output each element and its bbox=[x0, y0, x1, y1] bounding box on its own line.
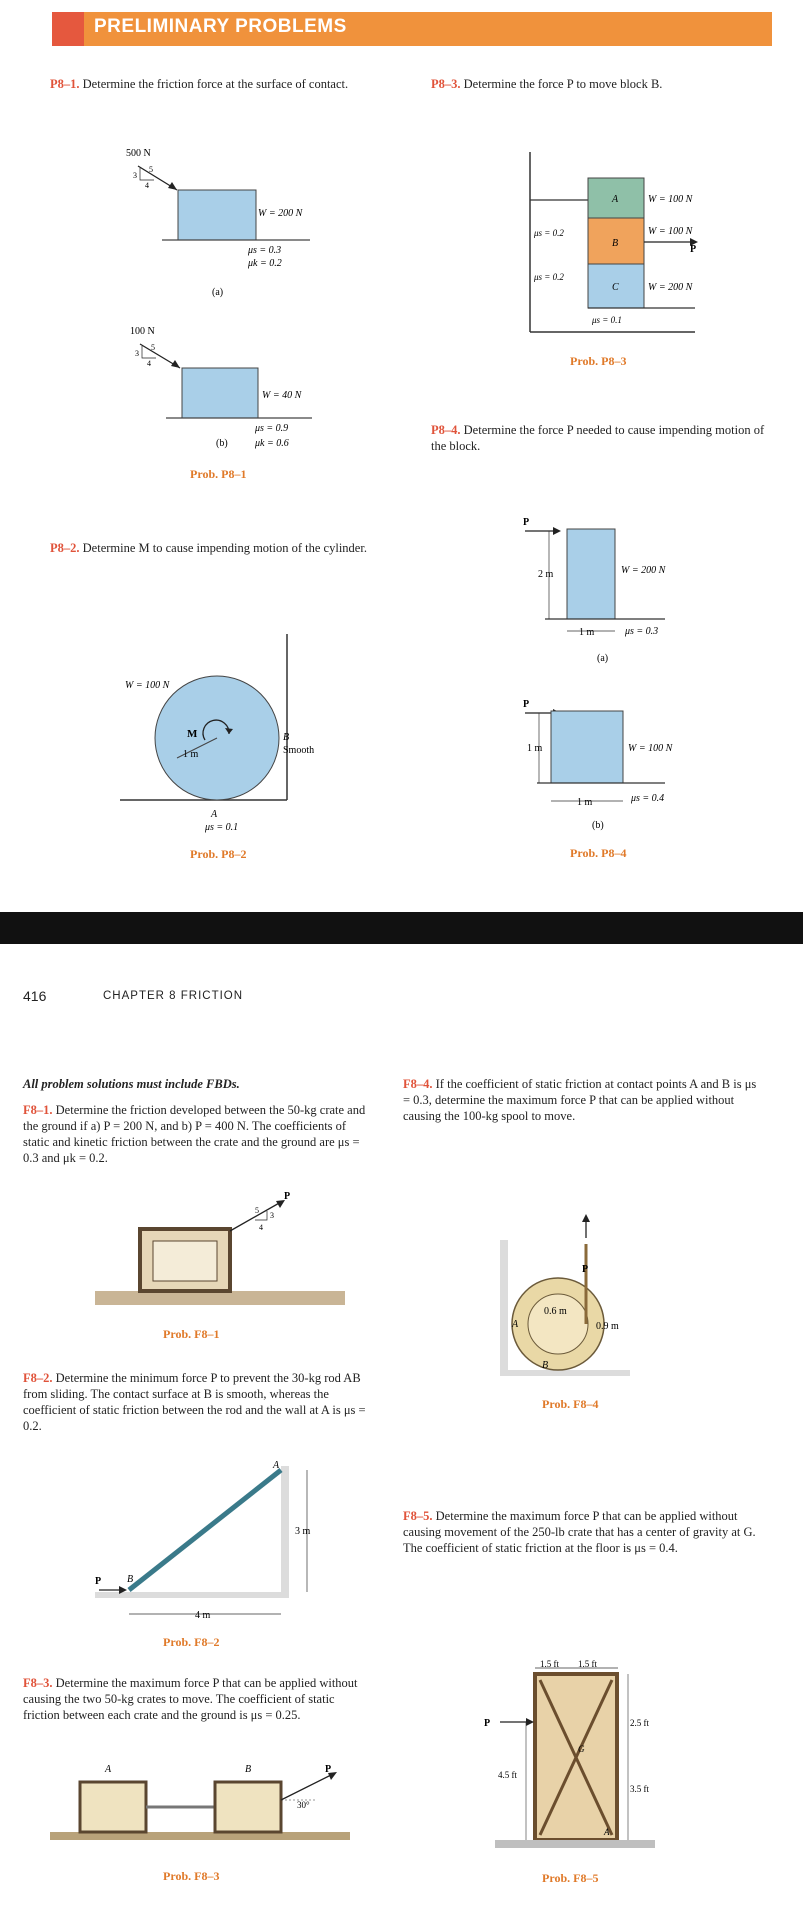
problem-number: F8–1. bbox=[23, 1103, 53, 1117]
sub-label: (a) bbox=[212, 287, 224, 298]
tri-4: 4 bbox=[145, 181, 149, 190]
problem-number: F8–2. bbox=[23, 1371, 53, 1385]
force-p-label: P bbox=[284, 1191, 291, 1202]
figure-f8-1 bbox=[95, 1185, 345, 1345]
problem-f8-2 bbox=[23, 1370, 371, 1434]
weight-label: W = 100 N bbox=[125, 680, 170, 691]
sub-label: (a) bbox=[597, 653, 609, 664]
width-1: 1.5 ft bbox=[540, 1660, 559, 1669]
problem-p8-2 bbox=[50, 540, 395, 556]
problem-f8-4 bbox=[403, 1076, 763, 1124]
block-a bbox=[567, 529, 615, 619]
point-a: A bbox=[604, 1827, 610, 1837]
problem-number: P8–3. bbox=[431, 77, 461, 91]
crate-b bbox=[215, 1782, 281, 1832]
figure-f8-4 bbox=[490, 1210, 690, 1420]
problem-text: Determine the friction force at the surface of contact. bbox=[82, 77, 349, 91]
figure-f8-2 bbox=[85, 1458, 355, 1653]
floor bbox=[495, 1840, 655, 1848]
weight-label: W = 100 N bbox=[628, 743, 673, 754]
problem-number: P8–4. bbox=[431, 423, 461, 437]
sub-label: (b) bbox=[216, 438, 228, 449]
banner-tab bbox=[52, 12, 84, 46]
figure-caption: Prob. P8–3 bbox=[570, 354, 627, 368]
arrowhead bbox=[168, 182, 177, 190]
crate-panel bbox=[153, 1241, 217, 1281]
arrowhead bbox=[553, 527, 561, 535]
problem-text: Determine M to cause impending motion of the cylinder. bbox=[82, 541, 367, 555]
block-label-c: C bbox=[612, 282, 619, 293]
figure-caption: Prob. F8–5 bbox=[542, 1871, 599, 1885]
figure-caption: Prob. F8–3 bbox=[163, 1869, 220, 1883]
tri-5: 5 bbox=[255, 1206, 259, 1215]
point-a: A bbox=[512, 1319, 519, 1330]
figure-p8-4 bbox=[515, 515, 725, 860]
tri-5: 5 bbox=[151, 343, 155, 352]
block-a bbox=[178, 190, 256, 240]
block-label-a: A bbox=[612, 194, 619, 205]
figure-caption: Prob. F8–2 bbox=[163, 1635, 220, 1649]
height-label: 3 m bbox=[295, 1526, 311, 1537]
height-p: 4.5 ft bbox=[498, 1770, 517, 1780]
figure-caption: Prob. F8–1 bbox=[163, 1327, 220, 1341]
spool-inner bbox=[528, 1294, 588, 1354]
page-number: 416 bbox=[23, 988, 47, 1004]
problem-text: If the coefficient of static friction at contact points A and B is μs = 0.3, determine the maximum force P that can be applied without causing the 100-kg spool to move. bbox=[403, 1077, 757, 1123]
problem-text: Determine the friction developed between the 50-kg crate and the ground if a) P = 200 N, and b) P = 400 N. The coefficients of static and kinetic friction between the crate and the ground are μs = 0.3 and μk = 0.2. bbox=[23, 1103, 366, 1165]
weight-a: W = 100 N bbox=[648, 194, 693, 205]
tri-5: 5 bbox=[149, 165, 153, 174]
block-b bbox=[551, 711, 623, 783]
tri-3: 3 bbox=[133, 171, 137, 180]
wall bbox=[500, 1240, 508, 1376]
force-p-label: P bbox=[582, 1264, 589, 1275]
muk-label: μk = 0.6 bbox=[255, 438, 289, 449]
problem-f8-5 bbox=[403, 1508, 763, 1556]
problem-text: Determine the force P needed to cause impending motion of the block. bbox=[431, 423, 765, 453]
arrowhead bbox=[582, 1214, 590, 1222]
figure-f8-3 bbox=[45, 1760, 365, 1885]
arrowhead bbox=[171, 360, 180, 368]
weight-c: W = 200 N bbox=[648, 282, 693, 293]
mu-1: μs = 0.2 bbox=[534, 228, 564, 238]
crate-a bbox=[80, 1782, 146, 1832]
page-separator bbox=[0, 912, 803, 944]
problem-number: F8–5. bbox=[403, 1509, 433, 1523]
problem-text: Determine the force P to move block B. bbox=[463, 77, 663, 91]
smooth-label: Smooth bbox=[283, 745, 315, 756]
muk-label: μk = 0.2 bbox=[248, 258, 282, 269]
rod-ab bbox=[129, 1470, 281, 1590]
angle-label: 30° bbox=[297, 1800, 310, 1810]
tri-3: 3 bbox=[270, 1211, 274, 1220]
tri-3: 3 bbox=[135, 349, 139, 358]
label-b: B bbox=[245, 1764, 252, 1775]
point-a: A bbox=[273, 1460, 280, 1471]
instruction: All problem solutions must include FBDs. bbox=[23, 1077, 240, 1091]
arrowhead bbox=[526, 1718, 534, 1726]
force-p-arrow bbox=[281, 1775, 331, 1800]
floor bbox=[95, 1592, 289, 1598]
force-label: 500 N bbox=[126, 148, 151, 159]
point-b: B bbox=[542, 1360, 549, 1371]
problem-p8-1 bbox=[50, 76, 410, 92]
figure-caption: Prob. F8–4 bbox=[542, 1397, 599, 1411]
moment-label: M bbox=[187, 728, 198, 740]
weight-b: W = 100 N bbox=[648, 226, 693, 237]
banner-title: PRELIMINARY PROBLEMS bbox=[94, 16, 347, 37]
height-label: 2 m bbox=[538, 569, 554, 580]
problem-text: Determine the minimum force P to prevent the 30-kg rod AB from sliding. The contact surface at B is smooth, whereas the coefficient of static friction between the rod and the wall at A is μs = 0.2. bbox=[23, 1371, 366, 1433]
force-p-label: P bbox=[523, 699, 530, 710]
ground bbox=[95, 1291, 345, 1305]
radius-label: 1 m bbox=[183, 749, 199, 760]
force-p-label: P bbox=[523, 517, 530, 528]
width-2: 1.5 ft bbox=[578, 1660, 597, 1669]
mu-2: μs = 0.2 bbox=[534, 272, 564, 282]
sub-label: (b) bbox=[592, 820, 604, 831]
block-b bbox=[182, 368, 258, 418]
problem-number: F8–4. bbox=[403, 1077, 433, 1091]
mus-label: μs = 0.4 bbox=[631, 793, 665, 804]
problem-f8-3 bbox=[23, 1675, 371, 1723]
section-banner bbox=[52, 12, 772, 46]
height-label: 1 m bbox=[527, 743, 543, 754]
wall bbox=[281, 1466, 289, 1598]
problem-f8-1 bbox=[23, 1102, 371, 1166]
figure-caption: Prob. P8–1 bbox=[190, 467, 247, 481]
center-of-gravity: G bbox=[578, 1744, 585, 1754]
problem-text: Determine the maximum force P that can be applied without causing the two 50-kg crates to move. The coefficient of static friction between each crate and the ground is μs = 0.25. bbox=[23, 1676, 358, 1722]
force-p-label: P bbox=[95, 1576, 102, 1587]
problem-p8-3 bbox=[431, 76, 771, 92]
weight-label: W = 200 N bbox=[258, 208, 303, 219]
problem-text: Determine the maximum force P that can be applied without causing movement of the 250-lb crate that has a center of gravity at G. The coefficient of static friction at the floor is μs = 0.4. bbox=[403, 1509, 756, 1555]
problem-number: P8–1. bbox=[50, 77, 80, 91]
weight-label: W = 200 N bbox=[621, 565, 666, 576]
height-1: 2.5 ft bbox=[630, 1718, 649, 1728]
floor bbox=[500, 1370, 630, 1376]
base-label: 1 m bbox=[577, 797, 593, 808]
point-b: B bbox=[283, 732, 290, 743]
mu-3: μs = 0.1 bbox=[592, 315, 622, 325]
outer-radius: 0.9 m bbox=[596, 1321, 619, 1332]
figure-f8-5 bbox=[480, 1660, 680, 1900]
figure-caption: Prob. P8–4 bbox=[570, 846, 627, 860]
chapter-title: CHAPTER 8 FRICTION bbox=[103, 990, 244, 1002]
weight-label: W = 40 N bbox=[262, 390, 302, 401]
force-label: 100 N bbox=[130, 326, 155, 337]
tri-4: 4 bbox=[259, 1223, 263, 1232]
figure-caption: Prob. P8–2 bbox=[190, 847, 247, 860]
mus-label: μs = 0.9 bbox=[255, 423, 289, 434]
figure-p8-2 bbox=[115, 630, 335, 860]
height-2: 3.5 ft bbox=[630, 1784, 649, 1794]
tri-4: 4 bbox=[147, 359, 151, 368]
figure-p8-1 bbox=[100, 140, 360, 485]
mus-label: μs = 0.1 bbox=[205, 822, 239, 833]
point-b: B bbox=[127, 1574, 134, 1585]
point-a: A bbox=[211, 809, 218, 820]
base-label: 1 m bbox=[579, 627, 595, 638]
problem-number: F8–3. bbox=[23, 1676, 53, 1690]
block-label-b: B bbox=[612, 238, 619, 249]
mus-label: μs = 0.3 bbox=[625, 626, 659, 637]
width-label: 4 m bbox=[195, 1610, 211, 1621]
problem-number: P8–2. bbox=[50, 541, 80, 555]
inner-radius: 0.6 m bbox=[544, 1306, 567, 1317]
force-p-label: P bbox=[484, 1718, 491, 1729]
label-a: A bbox=[105, 1764, 112, 1775]
force-p-label: P bbox=[325, 1764, 332, 1775]
problem-p8-4 bbox=[431, 422, 776, 454]
force-p-label: P bbox=[690, 244, 697, 255]
mus-label: μs = 0.3 bbox=[248, 245, 282, 256]
figure-p8-3 bbox=[520, 150, 720, 370]
